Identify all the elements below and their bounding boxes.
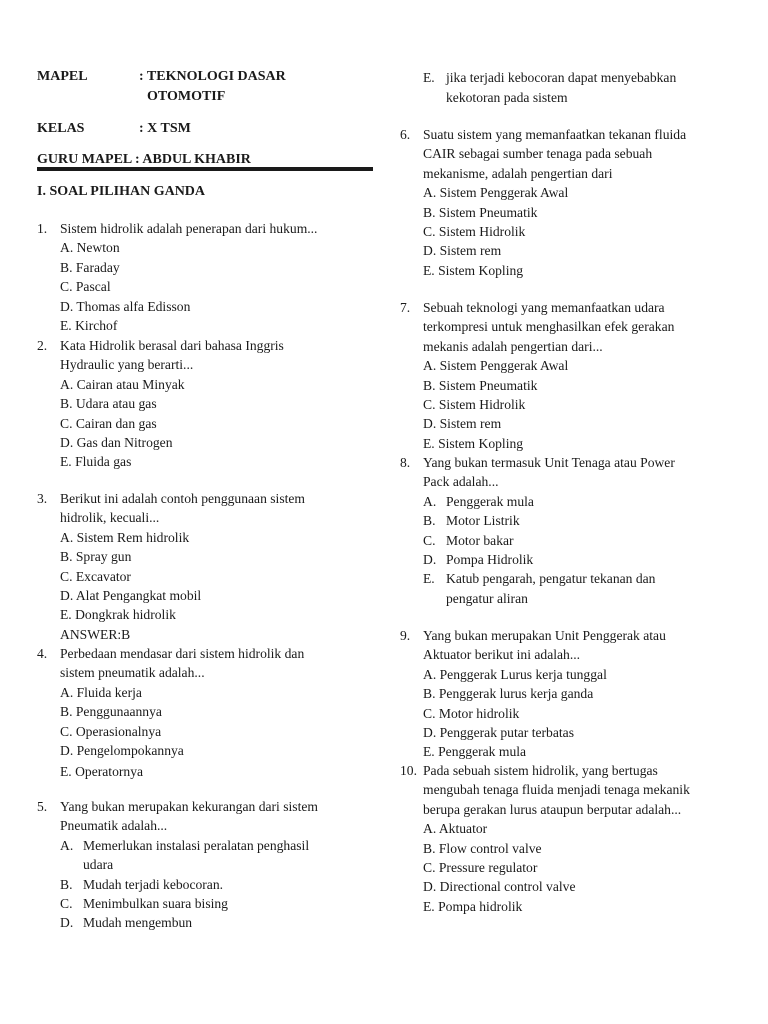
answer-option: A. Penggerak Lurus kerja tunggal: [423, 666, 607, 682]
answer-option: A. Newton: [60, 240, 120, 256]
answer-option-continued: pengatur aliran: [446, 590, 528, 606]
question-number: 9.: [400, 628, 411, 643]
answer-option: A. Cairan atau Minyak: [60, 376, 185, 392]
answer-option: E. Sistem Kopling: [423, 435, 524, 451]
answer-option: D. Alat Pengangkat mobil: [60, 588, 202, 603]
answer-option: B. Spray gun: [60, 549, 132, 565]
question-text: Suatu sistem yang memanfaatkan tekanan fluida: [423, 127, 687, 142]
question-number: 1.: [37, 221, 48, 236]
answer-option: C. Motor hidrolik: [423, 705, 520, 721]
answer-option: D. Gas dan Nitrogen: [60, 435, 173, 450]
answer-option: A. Fluida kerja: [60, 684, 142, 700]
answer-option-continued: udara: [83, 857, 114, 873]
answer-option: B. Udara atau gas: [60, 396, 157, 412]
option-letter: C.: [60, 896, 73, 911]
answer-option: E. Dongkrak hidrolik: [60, 607, 176, 623]
answer-option: E. Sistem Kopling: [423, 262, 524, 278]
answer-option: B. Sistem Pneumatik: [423, 204, 538, 220]
option-letter: D.: [60, 915, 74, 931]
answer-option: A. Sistem Rem hidrolik: [60, 529, 190, 545]
answer-option: Pompa Hidrolik: [446, 552, 534, 567]
answer-option: E. Kirchof: [60, 318, 118, 333]
question-text: Aktuator berikut ini adalah...: [423, 647, 581, 663]
answer-option: B. Penggerak lurus kerja ganda: [423, 686, 594, 702]
question-text: mekanisme, adalah pengertian dari: [423, 165, 613, 181]
question-text: CAIR sebagai sumber tenaga pada sebuah: [423, 146, 653, 162]
option-letter: B.: [423, 513, 436, 529]
question-text: hidrolik, kecuali...: [60, 510, 160, 526]
answer-option: A. Aktuator: [423, 821, 488, 837]
option-letter: A.: [423, 493, 437, 509]
question-text: mengubah tenaga fluida menjadi tenaga mekanik: [423, 782, 690, 798]
answer-option: E. Operatornya: [60, 764, 144, 779]
answer-option: E. Pompa hidrolik: [423, 898, 523, 914]
question-text: mekanis adalah pengertian dari...: [423, 338, 603, 354]
question-number: 10.: [400, 763, 417, 778]
answer-option: B. Penggunaannya: [60, 704, 162, 720]
question-text: Perbedaan mendasar dari sistem hidrolik dan: [60, 646, 305, 661]
option-letter: B.: [60, 876, 73, 892]
question-text: Hydraulic yang berarti...: [60, 357, 194, 373]
answer-option: Penggerak mula: [446, 493, 534, 509]
answer-option-continued: kekotoran pada sistem: [446, 90, 568, 105]
answer-option: Mudah mengembun: [83, 915, 193, 931]
question-number: 8.: [400, 455, 411, 470]
answer-option: C. Sistem Hidrolik: [423, 224, 526, 239]
mapel-label: MAPEL: [37, 69, 88, 84]
option-letter: D.: [423, 552, 437, 567]
question-text: terkompresi untuk menghasilkan efek gerakan: [423, 319, 675, 335]
answer-option: A. Sistem Penggerak Awal: [423, 358, 569, 374]
question-number: 3.: [37, 491, 48, 506]
option-letter: C.: [423, 532, 436, 548]
answer-option: Motor bakar: [446, 532, 514, 548]
question-number: 7.: [400, 300, 411, 315]
question-text: Kata Hidrolik berasal dari bahasa Inggris: [60, 338, 284, 353]
section-title: I. SOAL PILIHAN GANDA: [37, 184, 206, 199]
answer-key: ANSWER:B: [60, 626, 131, 642]
teacher-name: GURU MAPEL : ABDUL KHABIR: [37, 152, 251, 167]
answer-option: D. Pengelompokannya: [60, 743, 184, 758]
header-divider: [37, 167, 373, 171]
question-number: 2.: [37, 338, 48, 353]
answer-option: C. Pressure regulator: [423, 860, 538, 875]
answer-option: E. Fluida gas: [60, 454, 132, 470]
kelas-label: KELAS: [37, 121, 85, 136]
answer-option: Katub pengarah, pengatur tekanan dan: [446, 571, 656, 587]
answer-option: A. Sistem Penggerak Awal: [423, 185, 569, 201]
answer-option: D. Sistem rem: [423, 416, 502, 432]
mapel-value-continued: OTOMOTIF: [147, 89, 226, 104]
option-letter: E.: [423, 70, 435, 85]
option-letter: A.: [60, 837, 74, 853]
question-text: berupa gerakan lurus ataupun berputar adalah...: [423, 801, 682, 817]
answer-option: C. Cairan dan gas: [60, 415, 157, 431]
question-text: Sebuah teknologi yang memanfaatkan udara: [423, 300, 665, 315]
answer-option: D. Thomas alfa Edisson: [60, 298, 191, 314]
answer-option: Motor Listrik: [446, 513, 520, 529]
answer-option: D. Sistem rem: [423, 243, 502, 259]
answer-option: D. Penggerak putar terbatas: [423, 725, 574, 740]
answer-option: C. Operasionalnya: [60, 723, 162, 739]
question-number: 4.: [37, 646, 48, 661]
question-text: sistem pneumatik adalah...: [60, 665, 205, 681]
answer-option: C. Excavator: [60, 568, 131, 584]
mapel-value: : TEKNOLOGI DASAR: [139, 69, 286, 84]
question-text: Yang bukan termasuk Unit Tenaga atau Power: [423, 455, 675, 470]
question-number: 5.: [37, 799, 48, 814]
answer-option: B. Flow control valve: [423, 840, 542, 856]
option-letter: E.: [423, 571, 435, 587]
question-text: Sistem hidrolik adalah penerapan dari hukum...: [60, 221, 318, 236]
question-text: Yang bukan merupakan kekurangan dari sistem: [60, 799, 318, 814]
answer-option: E. Penggerak mula: [423, 744, 527, 760]
answer-option: B. Sistem Pneumatik: [423, 377, 538, 393]
answer-option: Memerlukan instalasi peralatan penghasil: [83, 837, 310, 853]
question-text: Pack adalah...: [423, 474, 499, 490]
answer-option: C. Sistem Hidrolik: [423, 397, 526, 412]
answer-option: B. Faraday: [60, 259, 120, 275]
answer-option: C. Pascal: [60, 279, 111, 295]
question-text: Pneumatik adalah...: [60, 818, 168, 834]
answer-option: D. Directional control valve: [423, 879, 576, 895]
question-number: 6.: [400, 127, 411, 142]
question-text: Yang bukan merupakan Unit Penggerak atau: [423, 628, 666, 643]
question-text: Berikut ini adalah contoh penggunaan sistem: [60, 491, 306, 506]
kelas-value: : X TSM: [139, 121, 191, 136]
answer-option: jika terjadi kebocoran dapat menyebabkan: [446, 70, 677, 85]
question-text: Pada sebuah sistem hidrolik, yang bertugas: [423, 763, 658, 778]
answer-option: Menimbulkan suara bising: [83, 896, 228, 911]
answer-option: Mudah terjadi kebocoran.: [83, 876, 224, 892]
